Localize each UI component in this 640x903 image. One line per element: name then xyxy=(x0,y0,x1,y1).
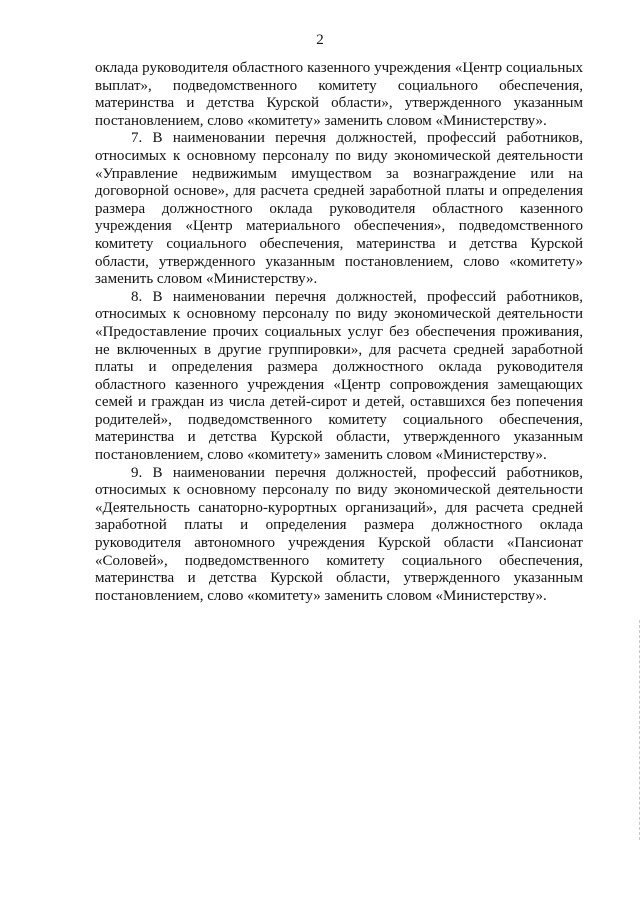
paragraph-item-8: 8. В наименовании перечня должностей, профессий работников, относимых к основному персоналу по виду экономической деятельности «Предоставление прочих социальных услуг без обеспечения проживания, не включенных в другие группировки», для расчета средней заработной платы и определения размера должностного оклада руководителя областного казенного учреждения «Центр сопровождения замещающих семей и граждан из числа детей-сирот и детей, оставшихся без попечения родителей», подведомственного комитету социального обеспечения, материнства и детства Курской области, утвержденного указанным постановлением, слово «комитету» заменить словом «Министерству». xyxy=(95,288,583,464)
paragraph-item-9: 9. В наименовании перечня должностей, профессий работников, относимых к основному персоналу по виду экономической деятельности «Деятельность санаторно-курортных организаций», для расчета средней заработной платы и определения размера должностного оклада руководителя автономного учреждения Курской области «Пансионат «Соловей», подведомственного комитету социального обеспечения, материнства и детства Курской области, утвержденного указанным постановлением, слово «комитету» заменить словом «Министерству». xyxy=(95,464,583,604)
document-body xyxy=(95,60,583,605)
page-number: 2 xyxy=(316,32,324,48)
paragraph-continuation: оклада руководителя областного казенного учреждения «Центр социальных выплат», подведомственного комитету социального обеспечения, материнства и детства Курской области», утвержденного указанным постановлением, слово «комитету» заменить словом «Министерству». xyxy=(95,60,583,129)
paragraph-item-7: 7. В наименовании перечня должностей, профессий работников, относимых к основному персоналу по виду экономической деятельности «Управление недвижимым имуществом за вознаграждение или на договорной основе», для расчета средней заработной платы и определения размера должностного оклада руководителя областного казенного учреждения «Центр материального обеспечения», подведомственного комитету социального обеспечения, материнства и детства Курской области, утвержденного указанным постановлением, слово «комитету» заменить словом «Министерству». xyxy=(95,130,583,288)
